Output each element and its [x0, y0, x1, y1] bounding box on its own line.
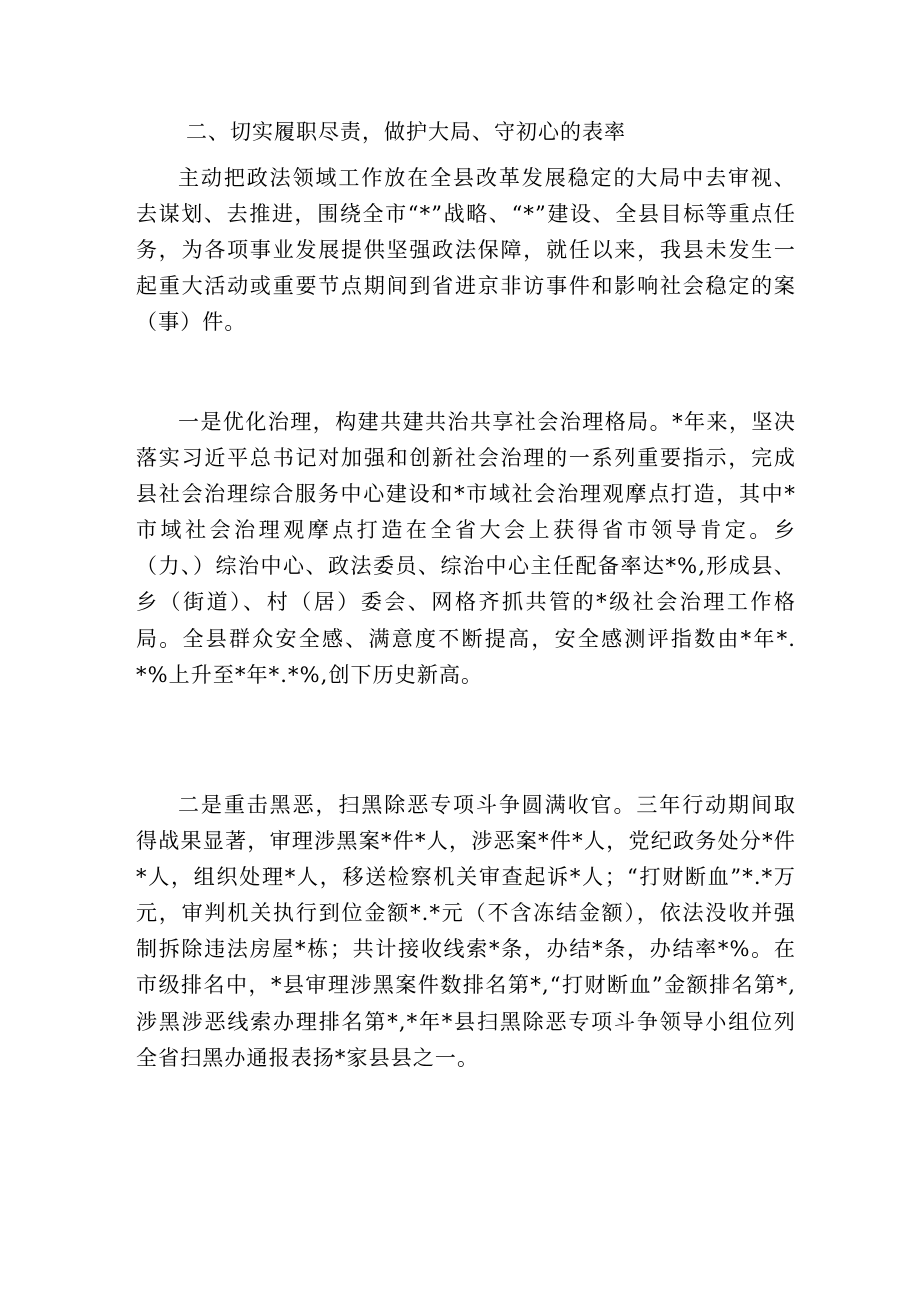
- section-heading: 二、切实履职尽责，做护大局、守初心的表率: [186, 120, 626, 144]
- paragraph-anti-crime: 二是重击黑恶，扫黑除恶专项斗争圆满收官。三年行动期间取得战果显著，审理涉黑案*件*人，涉恶案*件*人，党纪政务处分*件*人，组织处理*人，移送检察机关审查起诉*人；“打财断血”*.*万元，审判机关执行到位金额*.*元（不含冻结金额），依法没收并强制拆除违法房屋*栋；共计接收线索*条，办结*条，办结率*%。在市级排名中，*县审理涉黑案件数排名第*,“打财断血”金额排名第*,涉黑涉恶线索办理排名第*,*年*县扫黑除恶专项斗争领导小组位列全省扫黑办通报表扬*家县县之一。: [136, 793, 796, 1070]
- paragraph-governance: 一是优化治理，构建共建共治共享社会治理格局。*年来，坚决落实习近平总书记对加强和创新社会治理的一系列重要指示，完成县社会治理综合服务中心建设和*市域社会治理观摩点打造，其中*市域社会治理观摩点打造在全省大会上获得省市领导肯定。乡（力、）综治中心、政法委员、综治中心主任配备率达*%,形成县、乡（街道）、村（居）委会、网格齐抓共管的*级社会治理工作格局。全县群众安全感、满意度不断提高，安全感测评指数由*年*.*%上升至*年*.*%,创下历史新高。: [136, 410, 796, 687]
- paragraph-intro: 主动把政法领域工作放在全县改革发展稳定的大局中去审视、去谋划、去推进，围绕全市“*”战略、“*”建设、全县目标等重点任务，为各项事业发展提供坚强政法保障，就任以来，我县未发生一起重大活动或重要节点期间到省进京非访事件和影响社会稳定的案（事）件。: [136, 166, 796, 335]
